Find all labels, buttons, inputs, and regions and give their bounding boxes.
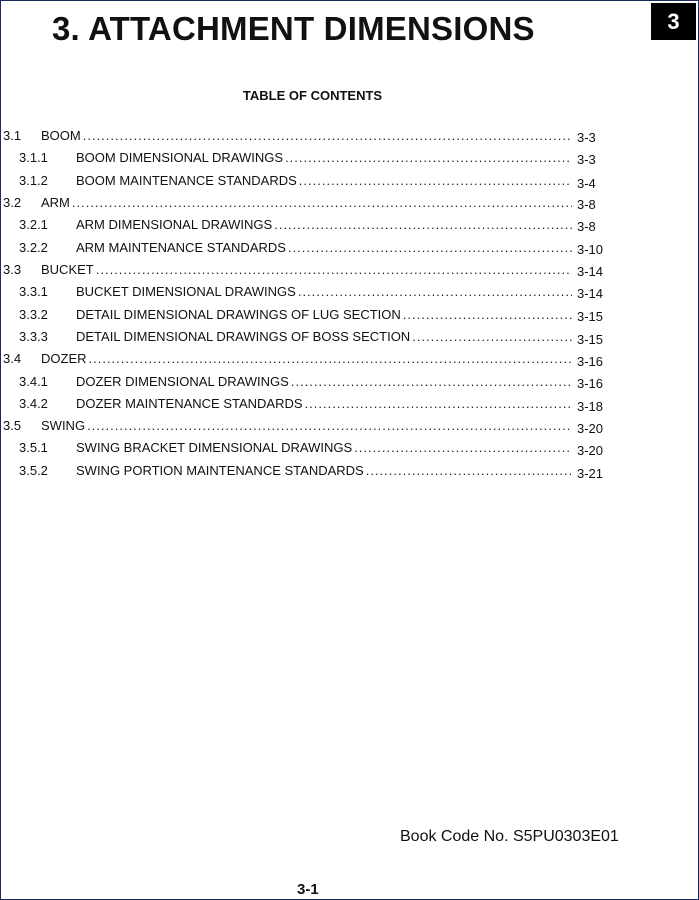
toc-leader-dots <box>366 463 572 478</box>
toc-entry-3-1-1[interactable] <box>19 150 572 168</box>
toc-leader-dots <box>96 262 572 277</box>
page-title: 3. ATTACHMENT DIMENSIONS <box>52 10 535 47</box>
toc-entry-number: 3.3.3 <box>19 329 48 344</box>
toc-entry-label: DOZER <box>41 351 87 366</box>
toc-page-number: 3-16 <box>577 354 604 369</box>
toc-entry-3-4[interactable] <box>3 351 572 369</box>
toc-page-number: 3-21 <box>577 466 604 481</box>
toc-entry-number: 3.5.2 <box>19 463 48 478</box>
toc-leader-dots <box>89 351 573 366</box>
toc-entry-number: 3.4.2 <box>19 396 48 411</box>
toc-entry-label: DOZER MAINTENANCE STANDARDS <box>76 396 303 411</box>
toc-leader-dots <box>288 240 572 255</box>
toc-entry-3-5-2[interactable] <box>19 463 572 481</box>
toc-entry-number: 3.2.1 <box>19 217 48 232</box>
toc-entry-number: 3.2.2 <box>19 240 48 255</box>
toc-entry-3-3-3[interactable] <box>19 329 572 347</box>
toc-entry-label: BOOM MAINTENANCE STANDARDS <box>76 173 297 188</box>
toc-entry-number: 3.4.1 <box>19 374 48 389</box>
toc-leader-dots <box>403 307 572 322</box>
toc-leader-dots <box>298 284 572 299</box>
toc-entry-label: ARM <box>41 195 70 210</box>
toc-entry-number: 3.1.2 <box>19 173 48 188</box>
toc-entry-label: ARM MAINTENANCE STANDARDS <box>76 240 286 255</box>
toc-entry-3-1[interactable] <box>3 128 572 146</box>
toc-page-number: 3-20 <box>577 421 604 436</box>
toc-page-number: 3-15 <box>577 332 604 347</box>
toc-page-number: 3-14 <box>577 264 604 279</box>
toc-leader-dots <box>87 418 572 433</box>
toc-leader-dots <box>354 440 572 455</box>
toc-entry-label: BUCKET DIMENSIONAL DRAWINGS <box>76 284 296 299</box>
toc-page-number: 3-8 <box>577 197 596 212</box>
toc-page-number: 3-4 <box>577 176 596 191</box>
toc-leader-dots <box>285 150 572 165</box>
toc-leader-dots <box>412 329 572 344</box>
toc-page-number: 3-3 <box>577 152 596 167</box>
toc-entry-3-1-2[interactable] <box>19 173 572 191</box>
toc-entry-3-3-2[interactable] <box>19 307 572 325</box>
toc-entry-3-5-1[interactable] <box>19 440 572 458</box>
toc-entry-label: SWING <box>41 418 86 433</box>
toc-entry-3-5[interactable] <box>3 418 572 436</box>
toc-entry-3-4-2[interactable] <box>19 396 572 414</box>
toc-page-number: 3-16 <box>577 376 604 391</box>
toc-entry-3-2[interactable] <box>3 195 572 213</box>
toc-entry-number: 3.4 <box>3 351 22 366</box>
toc-entry-label: BUCKET <box>41 262 94 277</box>
toc-page-number: 3-20 <box>577 443 604 458</box>
toc-entry-label: BOOM DIMENSIONAL DRAWINGS <box>76 150 284 165</box>
toc-heading: TABLE OF CONTENTS <box>242 88 383 103</box>
toc-entry-3-4-1[interactable] <box>19 374 572 392</box>
toc-page-number: 3-3 <box>577 130 596 145</box>
toc-entry-label: SWING BRACKET DIMENSIONAL DRAWINGS <box>76 440 353 455</box>
toc-entry-label: BOOM <box>41 128 81 143</box>
toc-entry-number: 3.5.1 <box>19 440 48 455</box>
toc-page-number: 3-10 <box>577 242 604 257</box>
toc-entry-3-3[interactable] <box>3 262 572 280</box>
toc-page-number: 3-8 <box>577 219 596 234</box>
toc-page-number: 3-15 <box>577 309 604 324</box>
toc-entry-3-2-2[interactable] <box>19 240 572 258</box>
toc-entry-number: 3.3.2 <box>19 307 48 322</box>
toc-entry-3-2-1[interactable] <box>19 217 572 235</box>
book-code: Book Code No. S5PU0303E01 <box>400 828 619 845</box>
toc-leader-dots <box>72 195 572 210</box>
chapter-tab: 3 <box>651 3 696 40</box>
toc-leader-dots <box>305 396 572 411</box>
toc-leader-dots <box>299 173 572 188</box>
toc-entry-number: 3.3.1 <box>19 284 48 299</box>
toc-entry-number: 3.2 <box>3 195 22 210</box>
toc-entry-label: ARM DIMENSIONAL DRAWINGS <box>76 217 273 232</box>
toc-leader-dots <box>291 374 572 389</box>
page-number: 3-1 <box>297 881 319 898</box>
toc-entry-label: DOZER DIMENSIONAL DRAWINGS <box>76 374 289 389</box>
toc-entry-3-3-1[interactable] <box>19 284 572 302</box>
toc-page-number: 3-14 <box>577 286 604 301</box>
toc-page-number: 3-18 <box>577 399 604 414</box>
toc-entry-label: DETAIL DIMENSIONAL DRAWINGS OF LUG SECTION <box>76 307 401 322</box>
toc-entry-number: 3.3 <box>3 262 22 277</box>
toc-entry-number: 3.1 <box>3 128 22 143</box>
toc-entry-number: 3.1.1 <box>19 150 48 165</box>
toc-leader-dots <box>83 128 572 143</box>
toc-entry-label: DETAIL DIMENSIONAL DRAWINGS OF BOSS SECTION <box>76 329 411 344</box>
toc-leader-dots <box>274 217 572 232</box>
toc-entry-label: SWING PORTION MAINTENANCE STANDARDS <box>76 463 364 478</box>
toc-entry-number: 3.5 <box>3 418 22 433</box>
